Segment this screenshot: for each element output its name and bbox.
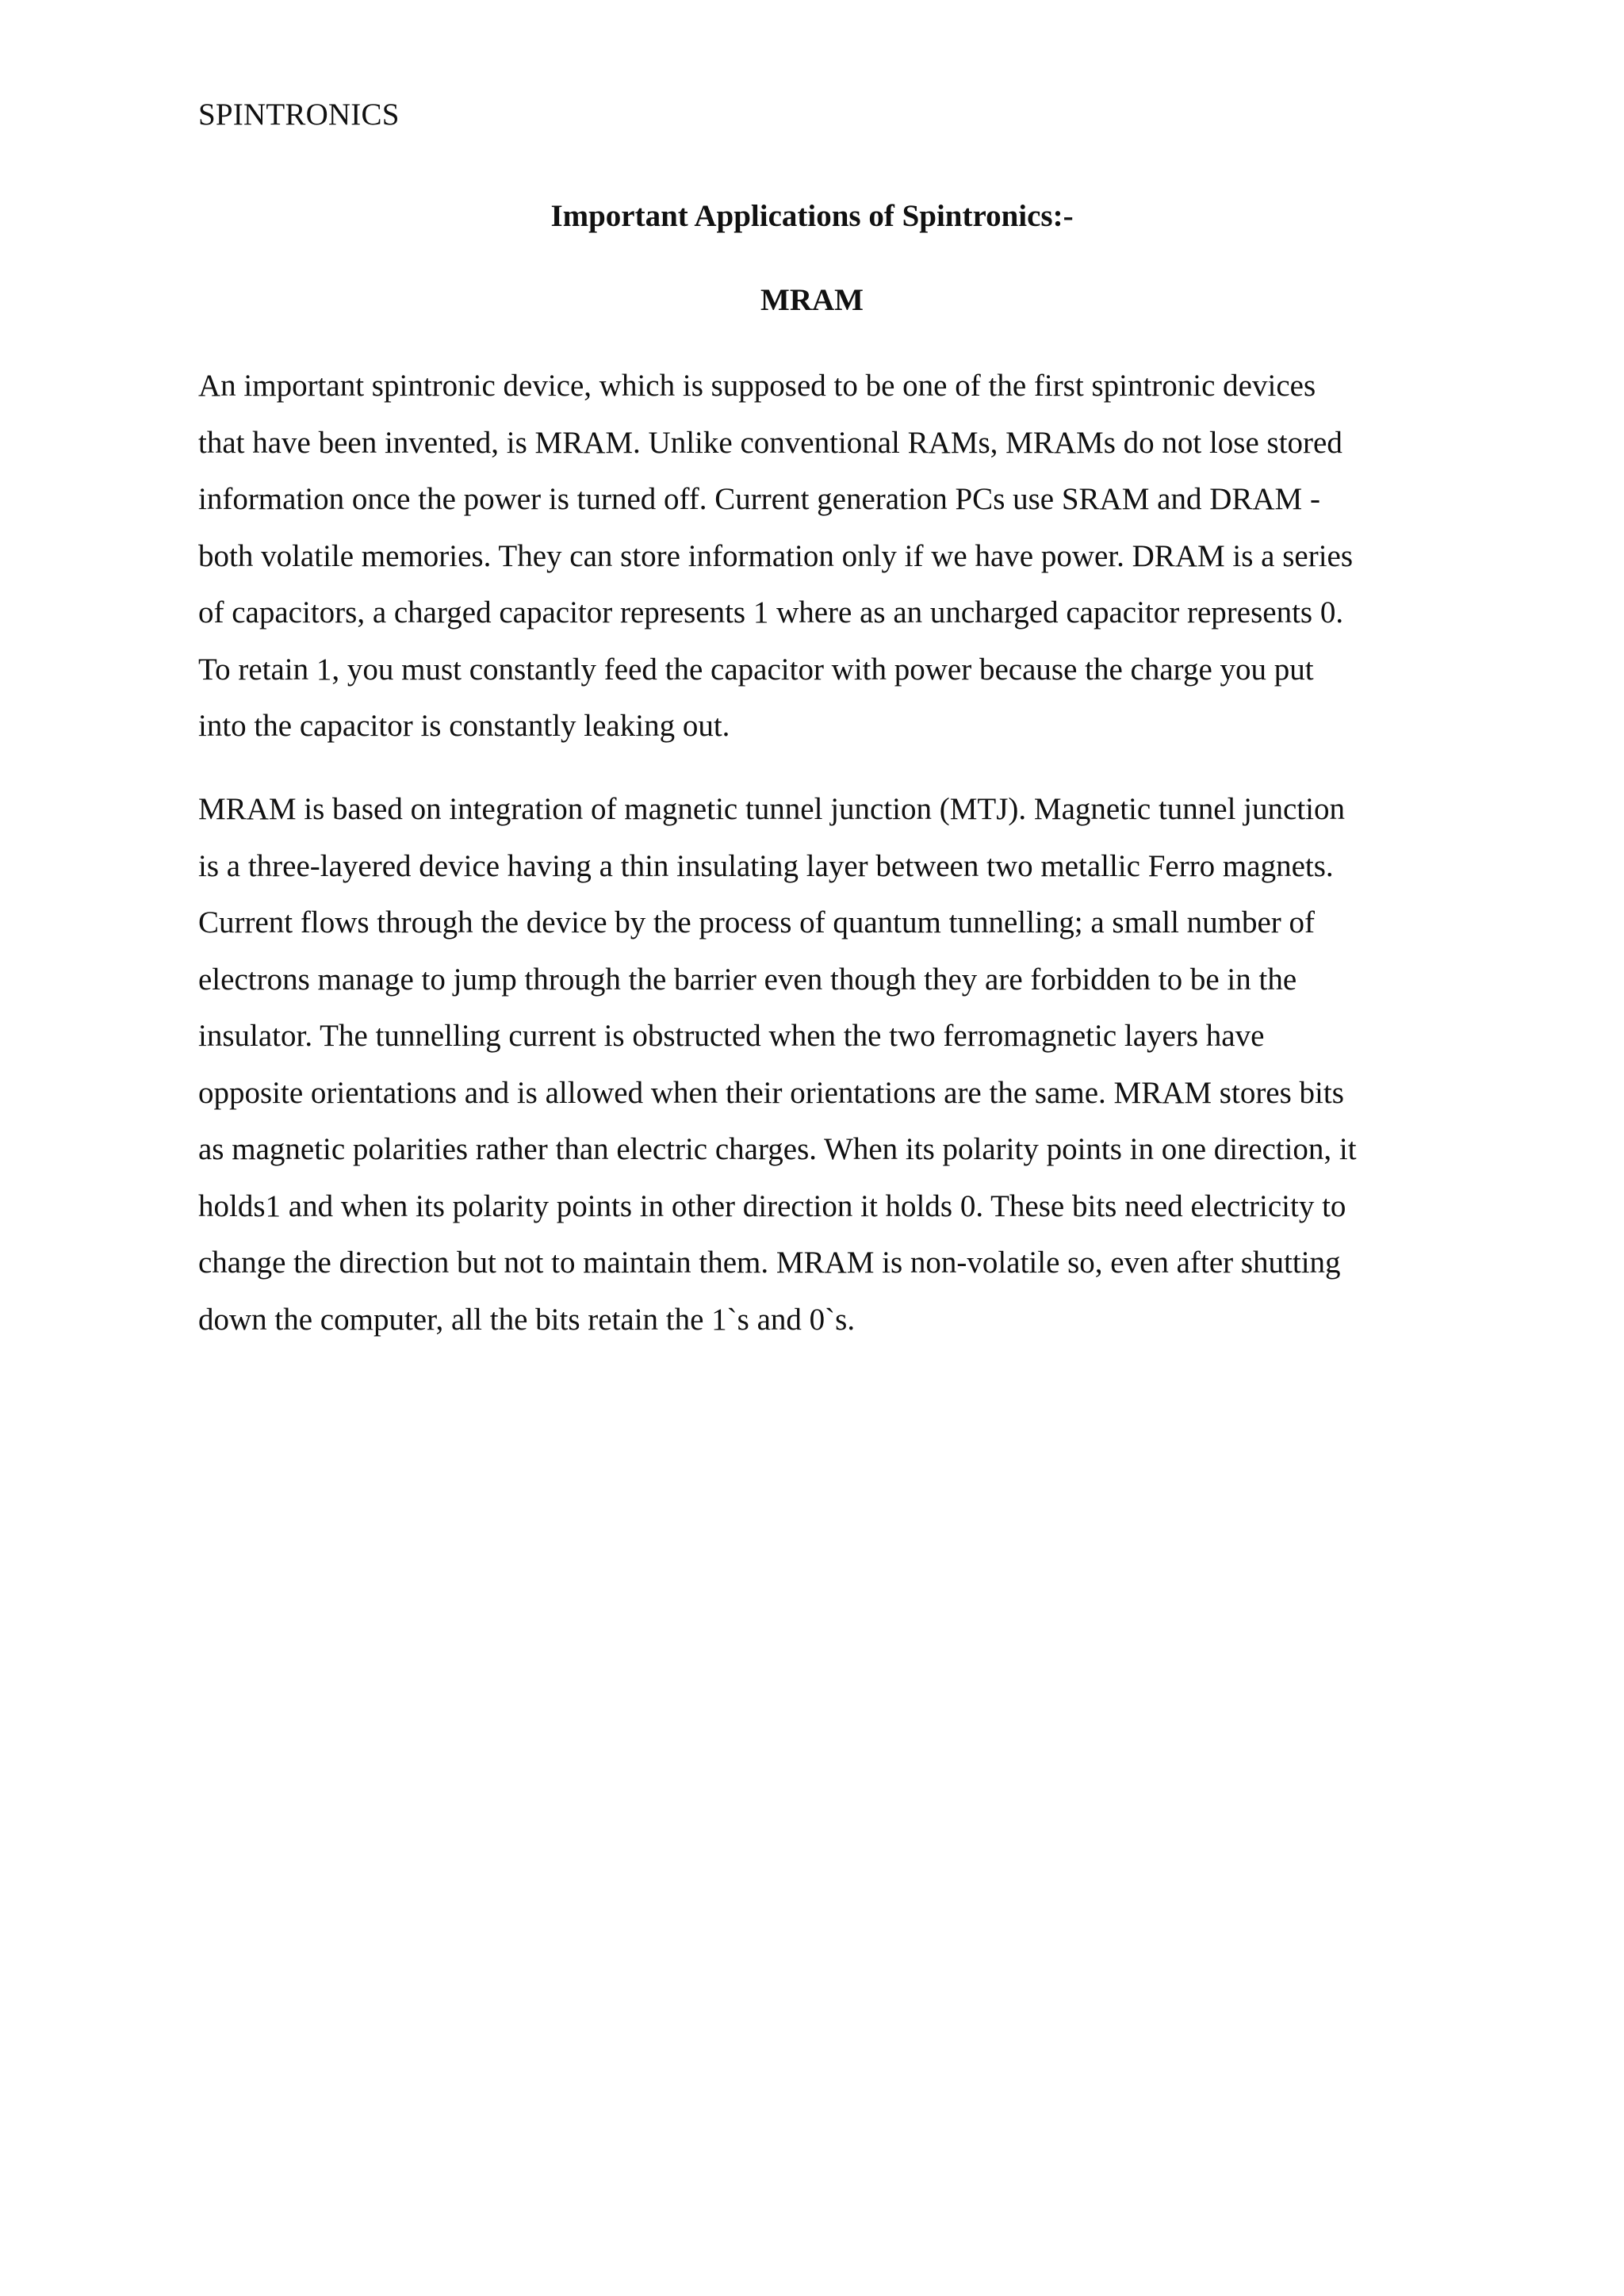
- paragraph-line: To retain 1, you must constantly feed the capacitor with power because the charge you put: [198, 652, 1314, 687]
- paragraph-line: into the capacitor is constantly leaking out.: [198, 709, 730, 743]
- paragraph-line: change the direction but not to maintain them. MRAM is non-volatile so, even after shutting: [198, 1246, 1341, 1280]
- paragraph-line: An important spintronic device, which is supposed to be one of the first spintronic devices: [198, 369, 1316, 403]
- paragraph-line: Current flows through the device by the process of quantum tunnelling; a small number of: [198, 905, 1316, 939]
- section-title: Important Applications of Spintronics:-: [550, 199, 1074, 233]
- paragraph-line: electrons manage to jump through the barrier even though they are forbidden to be in the: [198, 962, 1297, 997]
- paragraph-line: down the computer, all the bits retain the 1`s and 0`s.: [198, 1302, 856, 1337]
- paragraph-line: MRAM is based on integration of magnetic tunnel junction (MTJ). Magnetic tunnel junction: [198, 792, 1345, 826]
- paragraph-line: opposite orientations and is allowed when their orientations are the same. MRAM stores bits: [198, 1075, 1344, 1110]
- paragraph-line: information once the power is turned off. Current generation PCs use SRAM and DRAM -: [198, 482, 1320, 516]
- paragraph-line: that have been invented, is MRAM. Unlike conventional RAMs, MRAMs do not lose stored: [198, 425, 1342, 460]
- paragraph-line: both volatile memories. They can store information only if we have power. DRAM is a series: [198, 538, 1354, 573]
- paragraph-line: insulator. The tunnelling current is obstructed when the two ferromagnetic layers have: [198, 1019, 1265, 1053]
- running-header: SPINTRONICS: [198, 98, 400, 132]
- paragraph-line: is a three-layered device having a thin insulating layer between two metallic Ferro magnets.: [198, 848, 1334, 883]
- paragraph-line: as magnetic polarities rather than electric charges. When its polarity points in one direction, it: [198, 1132, 1357, 1166]
- paragraph-1: [198, 358, 1435, 755]
- paragraph-2: [198, 781, 1435, 1348]
- section-subtitle: MRAM: [760, 283, 864, 317]
- paragraph-line: holds1 and when its polarity points in other direction it holds 0. These bits need electricity to: [198, 1188, 1346, 1223]
- paragraph-line: of capacitors, a charged capacitor represents 1 where as an uncharged capacitor represents 0.: [198, 595, 1344, 629]
